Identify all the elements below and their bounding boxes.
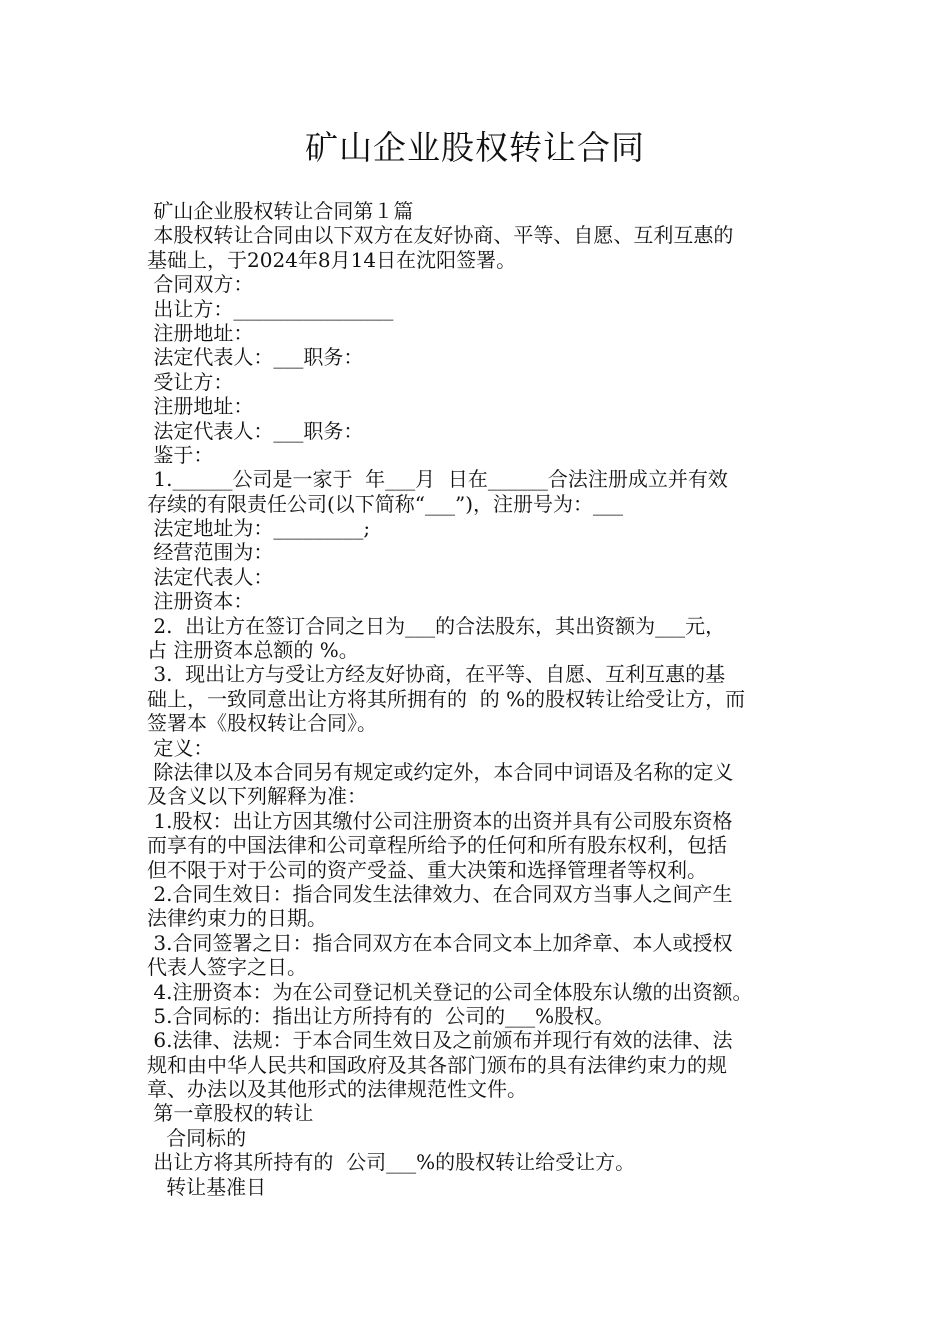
document-line: 础上，一致同意出让方将其所拥有的 的 %的股权转让给受让方，而 xyxy=(147,686,746,711)
document-line: 而享有的中国法律和公司章程所给予的任何和所有股东权利，包括 xyxy=(147,833,727,858)
document-line: 及含义以下列解释为准： xyxy=(147,784,367,809)
document-line: 代表人签字之日。 xyxy=(147,955,307,980)
document-line: 受让方： xyxy=(147,369,234,394)
document-line: 定义： xyxy=(147,735,214,760)
document-line: 5.合同标的：指出让方所持有的 公司的___%股权。 xyxy=(147,1003,615,1028)
document-line: 占 注册资本总额的 %。 xyxy=(147,638,359,663)
document-line: 1.______公司是一家于 年___月 日在______合法注册成立并有效 xyxy=(147,467,728,492)
document-line: 法律约束力的日期。 xyxy=(147,906,327,931)
document-line: 除法律以及本合同另有规定或约定外，本合同中词语及名称的定义 xyxy=(147,759,734,784)
document-line: 矿山企业股权转让合同第１篇 xyxy=(147,199,414,223)
document-line: 签署本《股权转让合同》。 xyxy=(147,711,377,736)
document-line: 3.合同签署之日：指合同双方在本合同文本上加斧章、本人或授权 xyxy=(147,930,733,955)
document-line: 鉴于： xyxy=(147,442,214,467)
document-line: 出让方将其所持有的 公司___%的股权转让给受让方。 xyxy=(147,1150,636,1175)
document-line: 本股权转让合同由以下双方在友好协商、平等、自愿、互利互惠的 xyxy=(147,223,734,248)
document-line: 1.股权：出让方因其缴付公司注册资本的出资并具有公司股东资格 xyxy=(147,808,733,833)
document-body xyxy=(147,199,819,1199)
document-title: 矿山企业股权转让合同 xyxy=(305,128,645,167)
document-line: 规和由中华人民共和国政府及其各部门颁布的具有法律约束力的规 xyxy=(147,1052,727,1077)
document-line: 法定代表人： xyxy=(147,564,274,589)
document-line: 存续的有限责任公司(以下简称“___”)，注册号为：___ xyxy=(147,491,624,516)
document-line: 2.合同生效日：指合同发生法律效力、在合同双方当事人之间产生 xyxy=(147,881,733,906)
document-line: 4.注册资本：为在公司登记机关登记的公司全体股东认缴的出资额。 xyxy=(147,979,753,1004)
document-line: 合同标的 xyxy=(147,1125,247,1150)
document-line: 出让方：________________ xyxy=(147,296,394,321)
document-line: 法定地址为：_________; xyxy=(147,516,371,541)
document-line: 基础上，于2024年8月14日在沈阳签署。 xyxy=(147,247,517,272)
document-line: 合同双方： xyxy=(147,272,254,297)
document-line: 转让基准日 xyxy=(147,1174,267,1199)
document-line: 法定代表人：___职务： xyxy=(147,418,364,443)
document-line: 注册地址： xyxy=(147,394,254,419)
document-line: 但不限于对于公司的资产受益、重大决策和选择管理者等权利。 xyxy=(147,857,707,882)
document-line: 第一章股权的转让 xyxy=(147,1101,314,1126)
document-line: 注册资本： xyxy=(147,589,254,614)
document-line: 2. 出让方在签订合同之日为___的合法股东，其出资额为___元， xyxy=(147,613,726,638)
document-line: 3. 现出让方与受让方经友好协商，在平等、自愿、互利互惠的基 xyxy=(147,662,726,687)
document-line: 法定代表人：___职务： xyxy=(147,345,364,370)
document-line: 注册地址： xyxy=(147,320,254,345)
document-line: 章、办法以及其他形式的法律规范性文件。 xyxy=(147,1077,527,1102)
document-line: 经营范围为： xyxy=(147,540,274,565)
document-line: 6.法律、法规：于本合同生效日及之前颁布并现行有效的法律、法 xyxy=(147,1028,733,1053)
